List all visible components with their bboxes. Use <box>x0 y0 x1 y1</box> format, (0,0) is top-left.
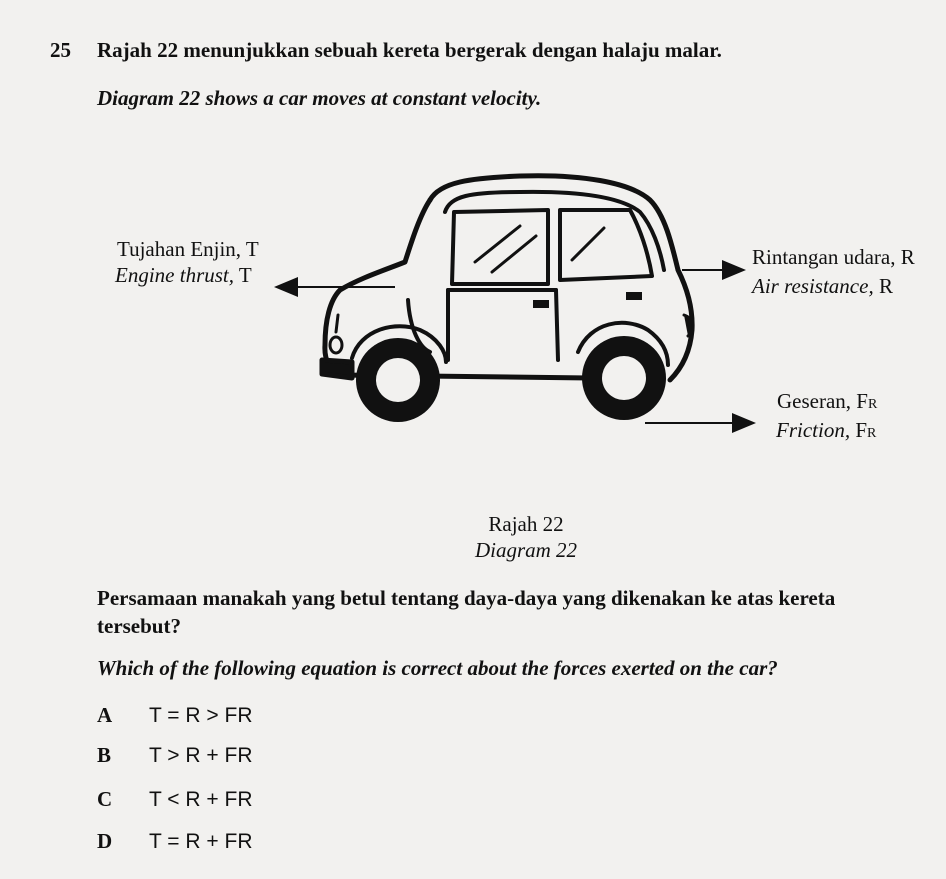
door-handle-rear <box>626 292 642 300</box>
front-wheel <box>356 338 440 422</box>
option-letter: D <box>97 829 113 853</box>
option-b[interactable]: B T > R + FR <box>97 743 253 767</box>
prompt-english: Which of the following equation is correct about the forces exerted on the car? <box>97 656 778 680</box>
prompt-malay: Persamaan manakah yang betul tentang daya-daya yang dikenakan ke atas kereta tersebut? <box>97 586 836 638</box>
door-handle-front <box>533 300 549 308</box>
air-resistance-label-english: Air resistance, R <box>752 274 893 298</box>
diagram-caption-english: Diagram 22 <box>474 538 578 562</box>
rear-wheel <box>582 336 666 420</box>
option-letter: C <box>97 787 113 811</box>
friction-label-english: Friction, FR <box>776 418 877 442</box>
option-letter: B <box>97 743 112 767</box>
engine-thrust-label-english: Engine thrust, T <box>115 263 252 287</box>
option-a[interactable]: A T = R > FR <box>97 703 253 727</box>
option-d[interactable]: D T = R + FR <box>97 829 253 853</box>
option-expression: T < R + F <box>149 788 238 811</box>
question-text-malay: Rajah 22 menunjukkan sebuah kereta bergerak dengan halaju malar. <box>97 38 722 62</box>
air-resistance-label-malay: Rintangan udara, R <box>752 245 915 269</box>
option-letter: A <box>97 703 113 727</box>
friction-label-malay: Geseran, FR <box>777 389 878 413</box>
option-c[interactable]: C T < R + FR <box>97 787 253 811</box>
diagram-caption-malay: Rajah 22 <box>488 512 564 536</box>
question-text-english: Diagram 22 shows a car moves at constant velocity. <box>97 86 542 110</box>
option-expression: T = R > F <box>149 704 238 727</box>
option-expression: T > R + F <box>149 744 238 767</box>
question-number: 25 <box>50 38 71 62</box>
option-expression: T = R + F <box>149 830 238 853</box>
engine-thrust-label-malay: Tujahan Enjin, T <box>117 237 259 261</box>
